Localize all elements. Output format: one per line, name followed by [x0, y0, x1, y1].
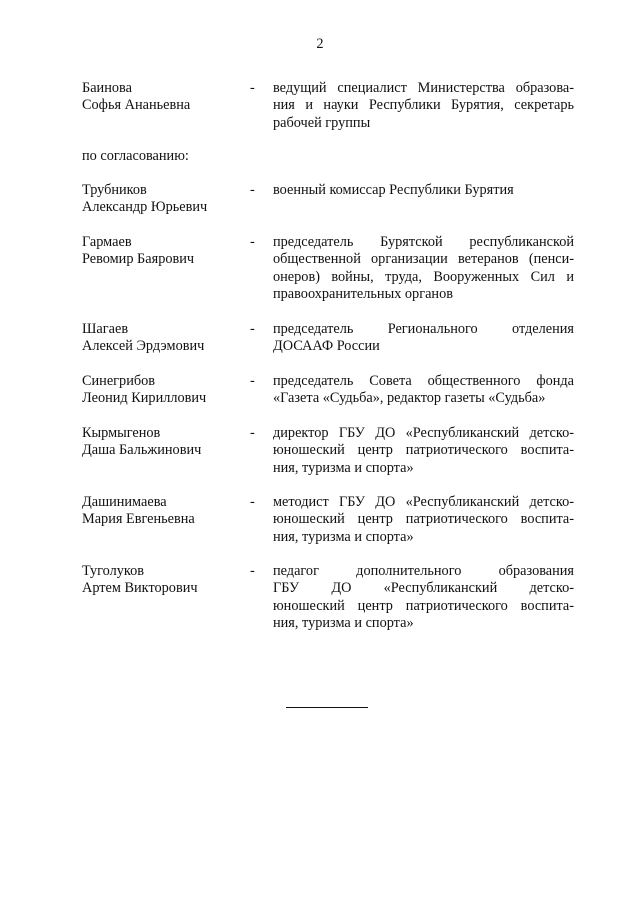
member-role [273, 373, 574, 408]
end-separator-line [286, 707, 368, 708]
dash-separator: - [250, 182, 255, 198]
role-line: ведущий специалист Министерства образова- [273, 80, 574, 96]
member-role [273, 563, 574, 632]
role-line: ГБУ ДО «Республиканский детско- [273, 580, 574, 597]
member-name [82, 321, 247, 356]
role-line: методист ГБУ ДО «Республиканский детско- [273, 494, 574, 510]
role-line: юношеский центр патриотического воспита- [273, 597, 574, 614]
member-surname: Дашинимаева [82, 494, 167, 510]
member-surname: Баинова [82, 80, 132, 96]
dash-separator: - [250, 494, 255, 510]
member-name [82, 234, 247, 269]
member-name [82, 563, 247, 598]
member-name [82, 373, 247, 408]
role-line: председатель Бурятской республиканской [273, 234, 574, 250]
member-given-names: Ревомир Баярович [82, 251, 195, 268]
role-line: рабочей группы [273, 114, 371, 131]
role-line: председатель Совета общественного фонда [273, 373, 574, 389]
member-surname: Кырмыгенов [82, 425, 161, 441]
role-line: онеров) войны, труда, Вооруженных Сил и [273, 268, 574, 285]
member-role [273, 234, 574, 303]
role-line: ДОСААФ России [273, 338, 380, 355]
member-given-names: Алексей Эрдэмович [82, 338, 205, 355]
member-given-names: Даша Бальжинович [82, 442, 202, 459]
member-surname: Туголуков [82, 563, 145, 579]
dash-separator: - [250, 80, 255, 96]
member-name [82, 182, 247, 217]
agreement-note: по согласованию: [82, 148, 189, 164]
dash-separator: - [250, 234, 255, 250]
role-line: ния и науки Республики Бурятия, секретарь [273, 97, 574, 114]
role-line: председатель Регионального отделения [273, 321, 574, 337]
member-surname: Синегрибов [82, 373, 156, 389]
member-role [273, 80, 574, 132]
role-line: ния, туризма и спорта» [273, 459, 414, 476]
role-line: юношеский центр патриотического воспита- [273, 511, 574, 528]
member-name [82, 80, 247, 115]
role-line: ния, туризма и спорта» [273, 528, 414, 545]
member-role [273, 425, 574, 477]
role-line: юношеский центр патриотического воспита- [273, 442, 574, 459]
member-surname: Трубников [82, 182, 147, 198]
member-given-names: Софья Ананьевна [82, 97, 191, 114]
role-line: военный комиссар Республики Бурятия [273, 182, 514, 198]
page-number: 2 [316, 36, 324, 52]
member-name [82, 425, 247, 460]
dash-separator: - [250, 321, 255, 337]
member-role [273, 494, 574, 546]
member-given-names: Леонид Кириллович [82, 390, 207, 407]
dash-separator: - [250, 563, 255, 579]
dash-separator: - [250, 425, 255, 441]
role-line: «Газета «Судьба», редактор газеты «Судьба» [273, 390, 546, 407]
member-given-names: Мария Евгеньевна [82, 511, 195, 528]
member-surname: Гармаев [82, 234, 132, 250]
member-surname: Шагаев [82, 321, 129, 337]
member-given-names: Александр Юрьевич [82, 199, 208, 216]
role-line: директор ГБУ ДО «Республиканский детско- [273, 425, 574, 441]
member-given-names: Артем Викторович [82, 580, 198, 597]
member-name [82, 494, 247, 529]
member-role [273, 182, 574, 199]
member-role [273, 321, 574, 356]
dash-separator: - [250, 373, 255, 389]
role-line: педагог дополнительного образования [273, 563, 574, 579]
role-line: ния, туризма и спорта» [273, 614, 414, 631]
role-line: правоохранительных органов [273, 285, 453, 302]
role-line: общественной организации ветеранов (пенси- [273, 251, 574, 268]
